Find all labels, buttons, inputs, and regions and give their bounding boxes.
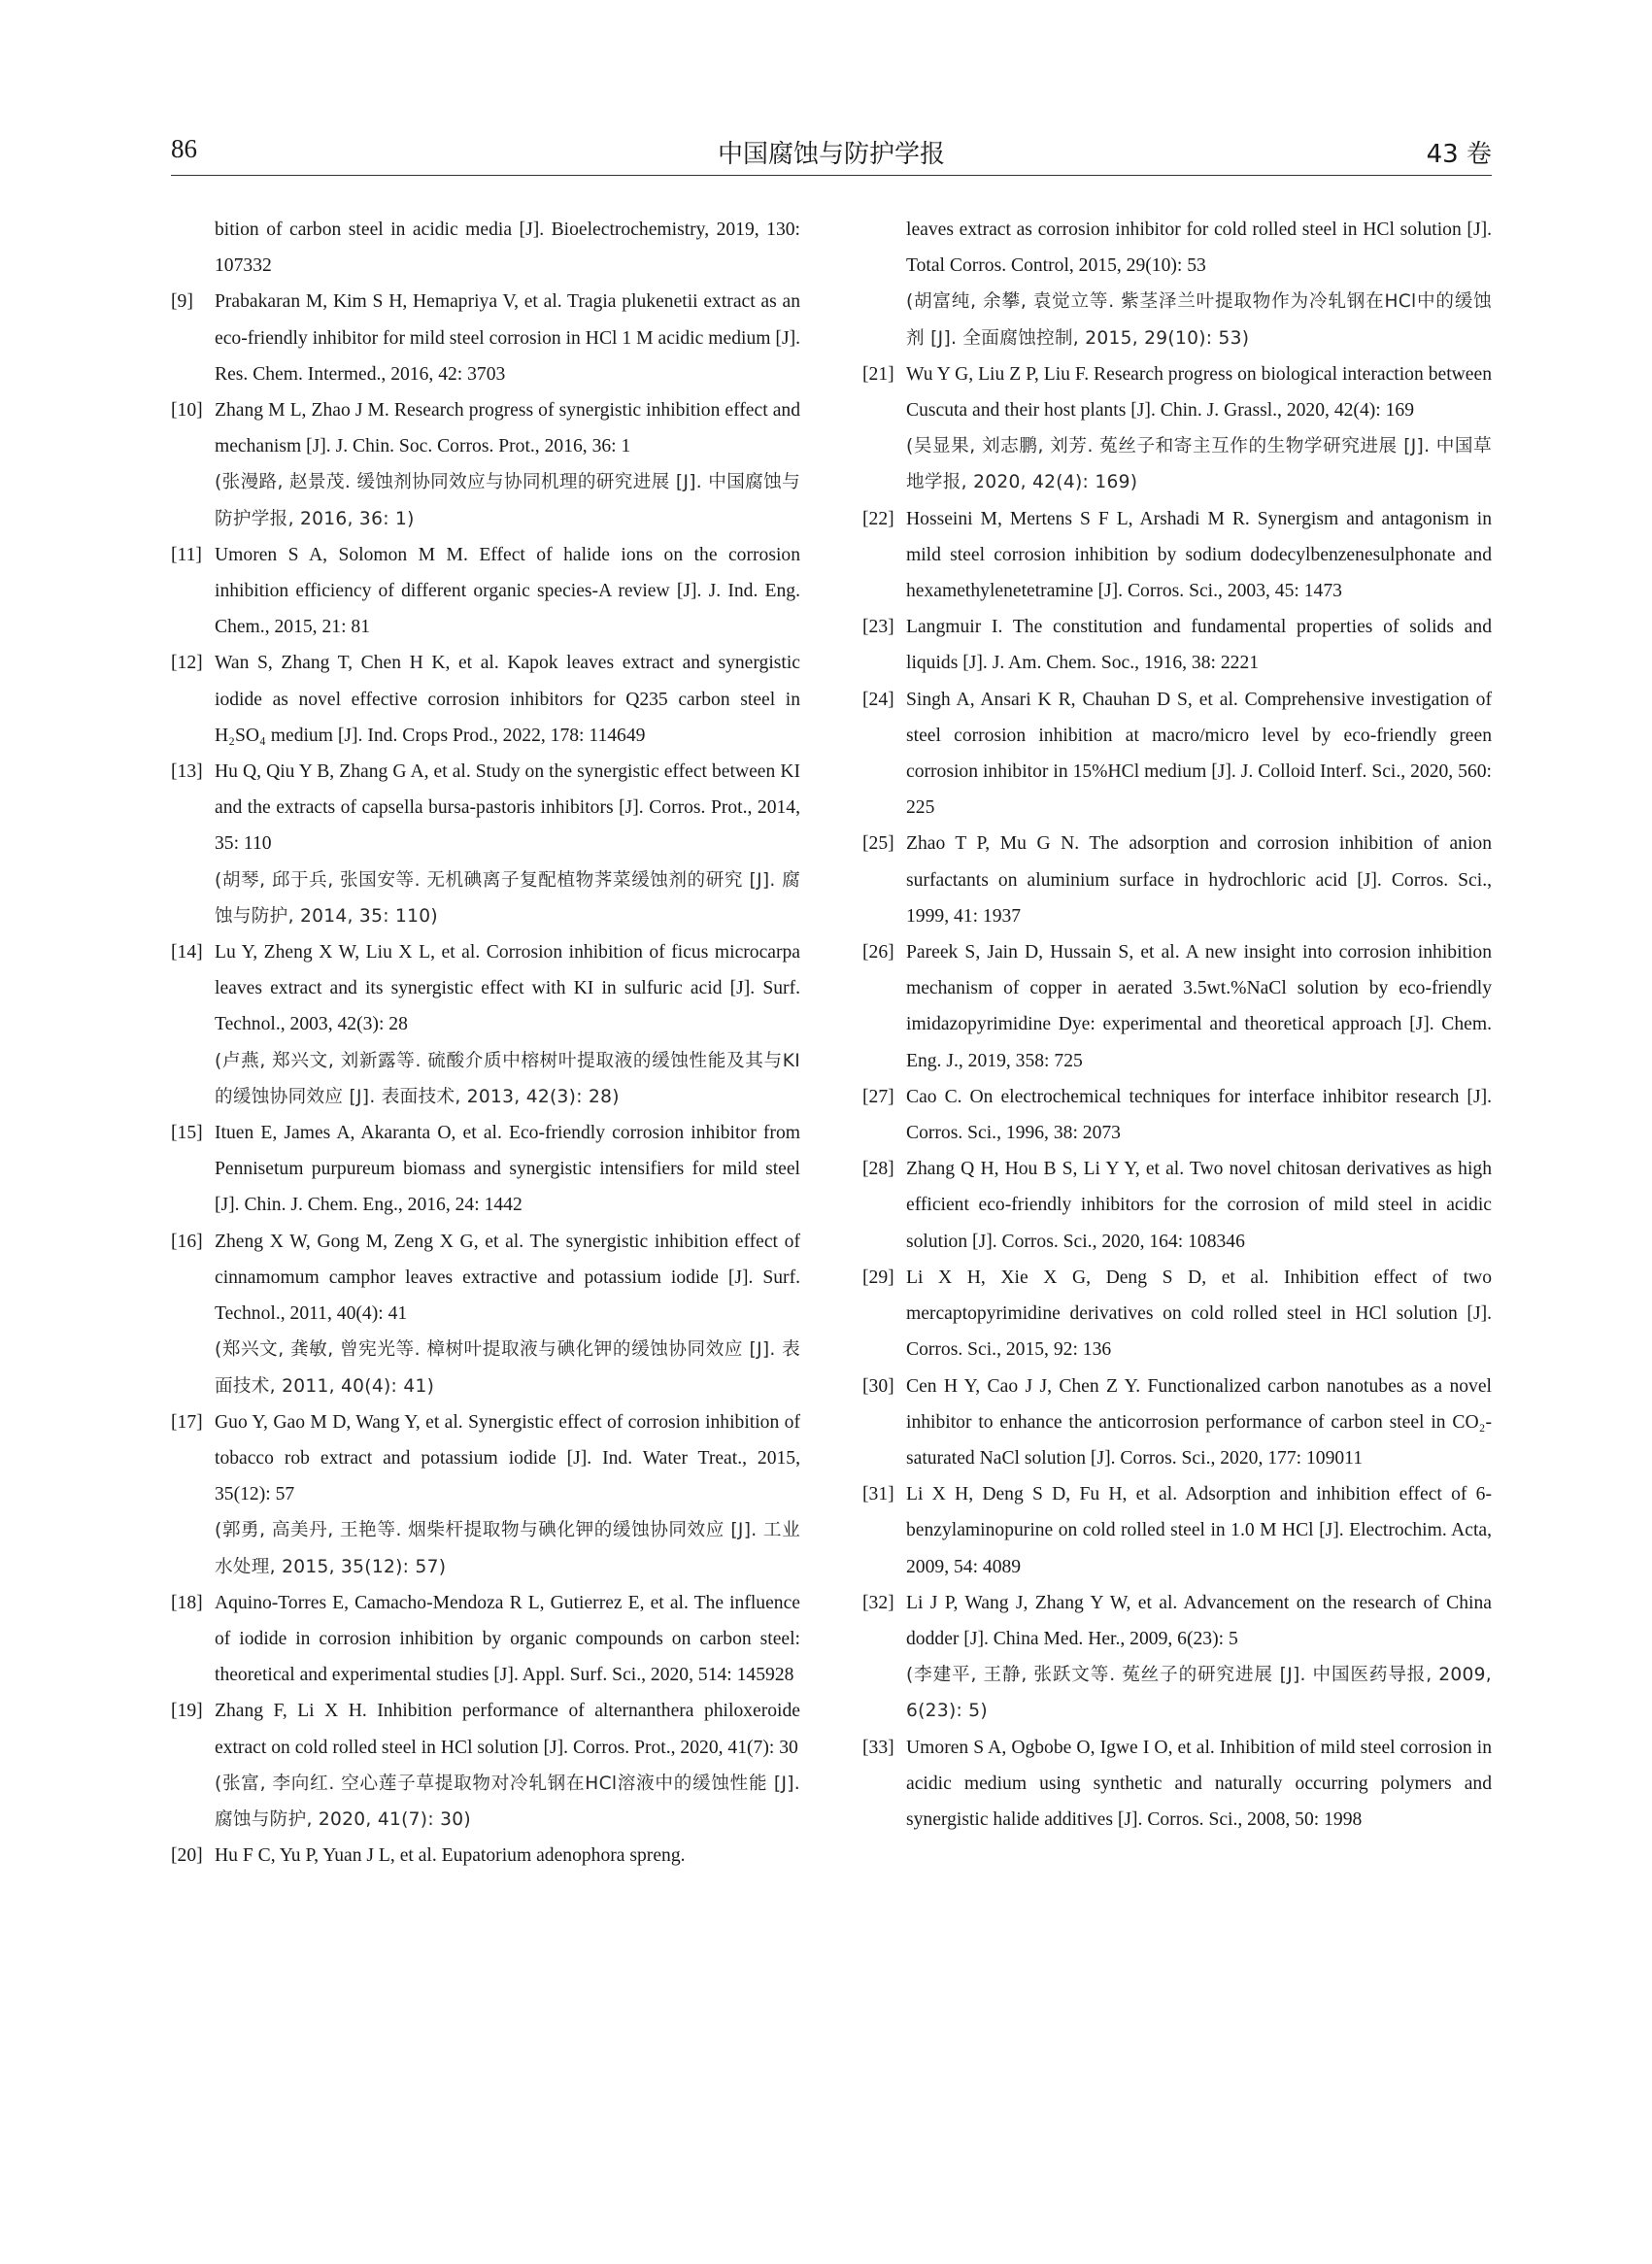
- reference-entry: [862, 1079, 1492, 1151]
- reference-entry: [862, 826, 1492, 934]
- reference-number: [14]: [171, 942, 203, 963]
- reference-text: Zheng X W, Gong M, Zeng X G, et al. The synergistic inhibition effect of cinnamomum camphor leaves extractive and potassium iodide [J]. Surf. Technol., 2011, 40(4): 41: [215, 1231, 800, 1325]
- reference-text: Li J P, Wang J, Zhang Y W, et al. Advancement on the research of China dodder [J]. China Med. Her., 2009, 6(23): 5: [906, 1592, 1492, 1649]
- reference-number: [11]: [171, 544, 202, 565]
- reference-number: [10]: [171, 400, 203, 422]
- reference-text: Aquino-Torres E, Camacho-Mendoza R L, Gutierrez E, et al. The influence of iodide in corrosion inhibition by organic compounds on carbon steel: theoretical and experimental studies [J]. Appl. Surf. Sci., 2020, 514: 145928: [215, 1592, 800, 1686]
- reference-entry: [862, 1476, 1492, 1585]
- reference-column-left: [171, 212, 800, 1874]
- reference-entry: [171, 284, 800, 392]
- reference-number: [32]: [862, 1592, 894, 1613]
- reference-entry: [862, 1730, 1492, 1839]
- reference-entry: [862, 1260, 1492, 1369]
- reference-entry: [862, 1585, 1492, 1730]
- reference-number: [23]: [862, 617, 894, 638]
- reference-entry: [862, 934, 1492, 1079]
- reference-number: [25]: [862, 833, 894, 855]
- volume-label: 43 卷: [1426, 140, 1492, 169]
- reference-text: Hosseini M, Mertens S F L, Arshadi M R. Synergism and antagonism in mild steel corrosion inhibition by sodium dodecylbenzenesulphonate and hexamethylenetetramine [J]. Corros. Sci., 2003, 45: 1473: [906, 508, 1492, 602]
- reference-text: Cao C. On electrochemical techniques for interface inhibitor research [J]. Corros. Sci., 1996, 38: 2073: [906, 1086, 1492, 1144]
- reference-text: Zhang M L, Zhao J M. Research progress of synergistic inhibition effect and mechanism [J]. J. Chin. Soc. Corros. Prot., 2016, 36: 1: [215, 400, 800, 457]
- reference-text: Zhang Q H, Hou B S, Li Y Y, et al. Two novel chitosan derivatives as high efficient eco-friendly inhibitors for the corrosion of mild steel in acidic solution [J]. Corros. Sci., 2020, 164: 108346: [906, 1159, 1492, 1252]
- reference-entry: [171, 1585, 800, 1694]
- reference-column-right: [862, 212, 1492, 1838]
- reference-number: [24]: [862, 689, 894, 710]
- reference-number: [22]: [862, 508, 894, 529]
- reference-entry: [862, 212, 1492, 356]
- reference-text: Langmuir I. The constitution and fundamental properties of solids and liquids [J]. J. Am. Chem. Soc., 1916, 38: 2221: [906, 617, 1492, 674]
- reference-text: Hu F C, Yu P, Yuan J L, et al. Eupatorium adenophora spreng.: [215, 1845, 686, 1867]
- reference-number: [29]: [862, 1267, 894, 1288]
- reference-chinese-text: (李建平, 王静, 张跃文等. 菟丝子的研究进展 [J]. 中国医药导报, 2009, 6(23): 5): [906, 1665, 1492, 1722]
- reference-entry: [171, 754, 800, 934]
- reference-number: [33]: [862, 1737, 894, 1758]
- reference-chinese-text: (胡琴, 邱于兵, 张国安等. 无机碘离子复配植物荠菜缓蚀剂的研究 [J]. 腐蚀与防护, 2014, 35: 110): [215, 869, 800, 927]
- reference-entry: [862, 1369, 1492, 1477]
- reference-entry: [171, 212, 800, 284]
- reference-text: Lu Y, Zheng X W, Liu X L, et al. Corrosion inhibition of ficus microcarpa leaves extract and its synergistic effect with KI in sulfuric acid [J]. Surf. Technol., 2003, 42(3): 28: [215, 942, 800, 1035]
- reference-entry: [862, 1151, 1492, 1260]
- reference-entry: [171, 1838, 800, 1874]
- reference-entry: [171, 1404, 800, 1585]
- reference-text: Pareek S, Jain D, Hussain S, et al. A new insight into corrosion inhibition mechanism of copper in aerated 3.5wt.%NaCl solution by eco-friendly imidazopyrimidine Dye: experimental and theoretical approach [J]. Chem. Eng. J., 2019, 358: 725: [906, 942, 1492, 1071]
- reference-entry: [171, 537, 800, 646]
- reference-chinese-text: (胡富纯, 余攀, 袁觉立等. 紫茎泽兰叶提取物作为冷轧钢在HCl中的缓蚀剂 [J]. 全面腐蚀控制, 2015, 29(10): 53): [906, 291, 1492, 349]
- reference-chinese-text: (郑兴文, 龚敏, 曾宪光等. 樟树叶提取液与碘化钾的缓蚀协同效应 [J]. 表面技术, 2011, 40(4): 41): [215, 1339, 800, 1397]
- reference-chinese-text: (卢燕, 郑兴文, 刘新露等. 硫酸介质中榕树叶提取液的缓蚀性能及其与KI的缓蚀协同效应 [J]. 表面技术, 2013, 42(3): 28): [215, 1050, 800, 1107]
- reference-entry: [171, 1224, 800, 1404]
- reference-text: Zhang F, Li X H. Inhibition performance of alternanthera philoxeroide extract on cold rolled steel in HCl solution [J]. Corros. Prot., 2020, 41(7): 30: [215, 1701, 800, 1758]
- reference-number: [30]: [862, 1375, 894, 1397]
- reference-number: [9]: [171, 291, 193, 313]
- page-number: 86: [171, 134, 197, 163]
- reference-entry: [171, 934, 800, 1115]
- reference-text: Cen H Y, Cao J J, Chen Z Y. Functionalized carbon nanotubes as a novel inhibitor to enhance the anticorrosion performance of carbon steel in CO₂-saturated NaCl solution [J]. Corros. Sci., 2020, 177: 109011: [906, 1375, 1492, 1469]
- reference-text: leaves extract as corrosion inhibitor for cold rolled steel in HCl solution [J]. Total Corros. Control, 2015, 29(10): 53: [906, 220, 1492, 277]
- reference-text: Singh A, Ansari K R, Chauhan D S, et al. Comprehensive investigation of steel corrosion inhibition at macro/micro level by eco-friendly green corrosion inhibitor in 15%HCl medium [J]. J. Colloid Interf. Sci., 2020, 560: 225: [906, 689, 1492, 819]
- reference-number: [27]: [862, 1086, 894, 1107]
- reference-number: [15]: [171, 1123, 203, 1144]
- reference-number: [13]: [171, 761, 203, 783]
- reference-text: Li X H, Deng S D, Fu H, et al. Adsorption and inhibition effect of 6-benzylaminopurine on cold rolled steel in 1.0 M HCl [J]. Electrochim. Acta, 2009, 54: 4089: [906, 1484, 1492, 1577]
- reference-chinese-text: (张漫路, 赵景茂. 缓蚀剂协同效应与协同机理的研究进展 [J]. 中国腐蚀与防护学报, 2016, 36: 1): [215, 472, 800, 529]
- reference-text: Umoren S A, Solomon M M. Effect of halide ions on the corrosion inhibition efficiency of different organic species-A review [J]. J. Ind. Eng. Chem., 2015, 21: 81: [215, 544, 800, 638]
- reference-entry: [171, 645, 800, 754]
- reference-text: Ituen E, James A, Akaranta O, et al. Eco-friendly corrosion inhibitor from Pennisetum purpureum biomass and synergistic intensifiers for mild steel [J]. Chin. J. Chem. Eng., 2016, 24: 1442: [215, 1123, 800, 1216]
- header-rule: [171, 175, 1492, 176]
- reference-entry: [862, 501, 1492, 610]
- reference-entry: [862, 356, 1492, 501]
- reference-entry: [171, 392, 800, 537]
- reference-number: [28]: [862, 1159, 894, 1180]
- running-header: [171, 134, 1492, 177]
- reference-number: [21]: [862, 363, 894, 385]
- reference-text: bition of carbon steel in acidic media [J]. Bioelectrochemistry, 2019, 130: 107332: [215, 220, 800, 277]
- reference-text: Wu Y G, Liu Z P, Liu F. Research progress on biological interaction between Cuscuta and their host plants [J]. Chin. J. Grassl., 2020, 42(4): 169: [906, 363, 1492, 422]
- reference-text: Guo Y, Gao M D, Wang Y, et al. Synergistic effect of corrosion inhibition of tobacco rob extract and potassium iodide [J]. Ind. Water Treat., 2015, 35(12): 57: [215, 1411, 800, 1505]
- reference-chinese-text: (郭勇, 高美丹, 王艳等. 烟柴杆提取物与碘化钾的缓蚀协同效应 [J]. 工业水处理, 2015, 35(12): 57): [215, 1520, 800, 1577]
- reference-text: Li X H, Xie X G, Deng S D, et al. Inhibition effect of two mercaptopyrimidine derivatives on cold rolled steel in HCl solution [J]. Corros. Sci., 2015, 92: 136: [906, 1267, 1492, 1361]
- reference-entry: [171, 1115, 800, 1224]
- reference-entry: [862, 609, 1492, 681]
- reference-number: [19]: [171, 1701, 203, 1722]
- reference-text: Zhao T P, Mu G N. The adsorption and corrosion inhibition of anion surfactants on aluminium surface in hydrochloric acid [J]. Corros. Sci., 1999, 41: 1937: [906, 833, 1492, 927]
- reference-text: Umoren S A, Ogbobe O, Igwe I O, et al. Inhibition of mild steel corrosion in acidic medium using synthetic and naturally occurring polymers and synergistic halide additives [J]. Corros. Sci., 2008, 50: 1998: [906, 1737, 1492, 1830]
- reference-text: Wan S, Zhang T, Chen H K, et al. Kapok leaves extract and synergistic iodide as novel effective corrosion inhibitors for Q235 carbon steel in H₂SO₄ medium [J]. Ind. Crops Prod., 2022, 178: 114649: [215, 653, 800, 746]
- reference-entry: [171, 1693, 800, 1838]
- reference-text: Hu Q, Qiu Y B, Zhang G A, et al. Study on the synergistic effect between KI and the extracts of capsella bursa-pastoris inhibitors [J]. Corros. Prot., 2014, 35: 110: [215, 761, 800, 855]
- reference-chinese-text: (吴显果, 刘志鹏, 刘芳. 菟丝子和寄主互作的生物学研究进展 [J]. 中国草地学报, 2020, 42(4): 169): [906, 436, 1492, 493]
- reference-number: [17]: [171, 1411, 203, 1433]
- reference-entry: [862, 682, 1492, 827]
- reference-text: Prabakaran M, Kim S H, Hemapriya V, et al. Tragia plukenetii extract as an eco-friendly inhibitor for mild steel corrosion in HCl 1 M acidic medium [J]. Res. Chem. Intermed., 2016, 42: 3703: [215, 291, 800, 385]
- reference-chinese-text: (张富, 李向红. 空心莲子草提取物对冷轧钢在HCl溶液中的缓蚀性能 [J]. 腐蚀与防护, 2020, 41(7): 30): [215, 1773, 800, 1830]
- reference-number: [16]: [171, 1231, 203, 1252]
- reference-number: [31]: [862, 1484, 894, 1505]
- reference-number: [26]: [862, 942, 894, 963]
- reference-number: [18]: [171, 1592, 203, 1613]
- journal-title: 中国腐蚀与防护学报: [717, 140, 945, 169]
- reference-number: [20]: [171, 1845, 203, 1867]
- reference-number: [12]: [171, 653, 203, 674]
